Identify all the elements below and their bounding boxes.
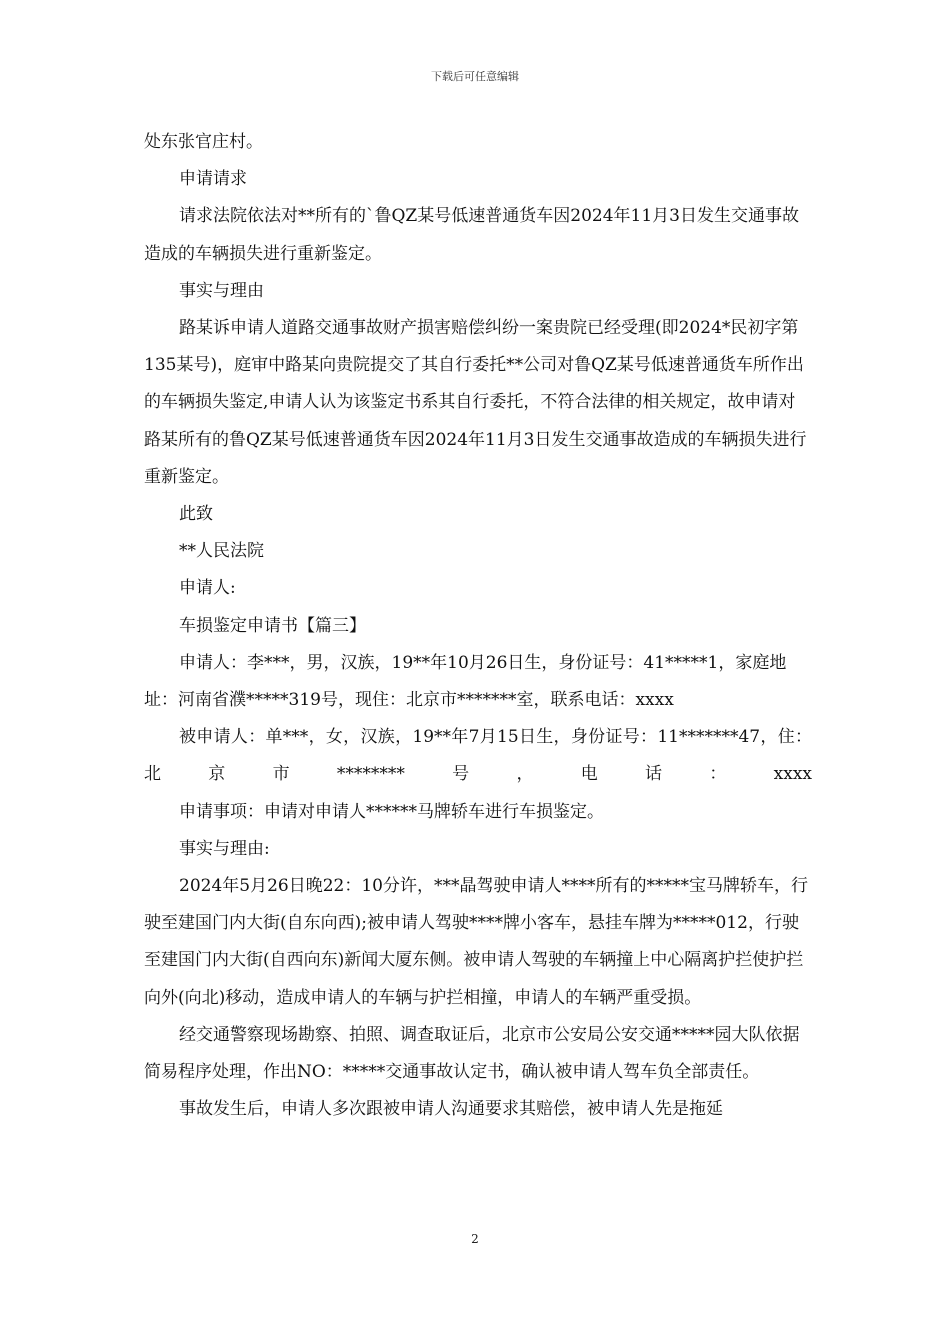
- section-heading: 事实与理由:: [179, 838, 270, 859]
- paragraph: 处东张官庄村。: [144, 132, 263, 152]
- closing-salutation: 此致: [179, 504, 213, 525]
- paragraph: 经交通警察现场勘察、拍照、调查取证后，北京市公安局公安交通*****园大队依据简易程序处理，作出NO：*****交通事故认定书，确认被申请人驾车负全部责任。: [144, 1024, 800, 1083]
- paragraph: 路某诉申请人道路交通事故财产损害赔偿纠纷一案贵院已经受理(即2024*民初字第135某号)，庭审中路某向贵院提交了其自行委托**公司对鲁QZ某号低速普通货车所作出的车辆损失鉴定,申请人认为该鉴定书系其自行委托，不符合法律的相关规定，故申请对路某所有的鲁QZ某号低速普通货车因2024年11月3日发生交通事故造成的车辆损失进行重新鉴定。: [144, 318, 807, 487]
- applicant-signature-line: 申请人:: [179, 578, 236, 599]
- paragraph: 2024年5月26日晚22：10分许，***晶驾驶申请人****所有的*****宝马牌轿车，行驶至建国门内大街(自东向西);被申请人驾驶****牌小客车，悬挂车牌为*****012，行驶至建国门内大街(自西向东)新闻大厦东侧。被申请人驾驶的车辆撞上中心隔离护拦使护拦向外(向北)移动，造成申请人的车辆与护拦相撞，申请人的车辆严重受损。: [144, 876, 808, 1008]
- section-heading: 申请请求: [179, 169, 247, 190]
- respondent-info: 被申请人：单***，女，汉族，19**年7月15日生，身份证号：11*******47，住：北京市********号，电话：xxxx: [144, 727, 812, 785]
- document-body: [144, 124, 812, 1128]
- applicant-info: 申请人：李***，男，汉族，19**年10月26日生，身份证号：41*****1，家庭地址：河南省濮*****319号，现住：北京市*******室，联系电话：xxxx: [144, 652, 787, 711]
- page-number: 2: [471, 1232, 479, 1246]
- application-matter: 申请事项：申请对申请人******马牌轿车进行车损鉴定。: [179, 801, 604, 822]
- section-heading: 事实与理由: [179, 280, 264, 301]
- page-header: 下载后可任意编辑: [431, 70, 519, 83]
- paragraph: 事故发生后，申请人多次跟被申请人沟通要求其赔偿，被申请人先是拖延: [179, 1099, 723, 1120]
- court-name: **人民法院: [179, 541, 264, 562]
- document-section-title: 车损鉴定申请书【篇三】: [179, 615, 366, 636]
- paragraph: 请求法院依法对**所有的`鲁QZ某号低速普通货车因2024年11月3日发生交通事故造成的车辆损失进行重新鉴定。: [144, 206, 799, 264]
